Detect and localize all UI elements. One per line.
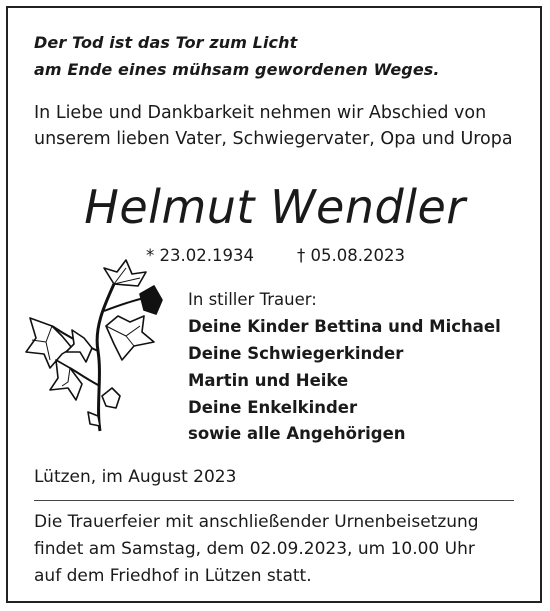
service-line-1: Die Trauerfeier mit anschließender Urnenbeisetzung [34, 512, 479, 532]
divider [34, 500, 514, 501]
motto-line-1: Der Tod ist das Tor zum Licht [34, 33, 298, 52]
intro-line-2: unserem lieben Vater, Schwiegervater, Opa und Uropa [34, 129, 513, 149]
deceased-name: Helmut Wendler [84, 180, 466, 234]
mourners-heading: In stiller Trauer: [188, 290, 317, 309]
intro-line-1: In Liebe und Dankbarkeit nehmen wir Abschied von [34, 103, 487, 123]
ivy-branch-icon [22, 256, 167, 436]
service-line-3: auf dem Friedhof in Lützen statt. [34, 566, 312, 586]
mourner-line: Deine Enkelkinder [188, 398, 358, 417]
mourner-line: Deine Schwiegerkinder [188, 344, 404, 363]
mourner-line: Martin und Heike [188, 371, 349, 390]
birth-date: * 23.02.1934 [146, 246, 254, 265]
death-date: † 05.08.2023 [297, 246, 405, 265]
service-line-2: findet am Samstag, dem 02.09.2023, um 10.00 Uhr [34, 539, 475, 559]
place-date: Lützen, im August 2023 [34, 467, 237, 487]
mourner-line: sowie alle Angehörigen [188, 424, 406, 443]
mourner-line: Deine Kinder Bettina und Michael [188, 317, 501, 336]
motto-line-2: am Ende eines mühsam gewordenen Weges. [34, 60, 440, 79]
